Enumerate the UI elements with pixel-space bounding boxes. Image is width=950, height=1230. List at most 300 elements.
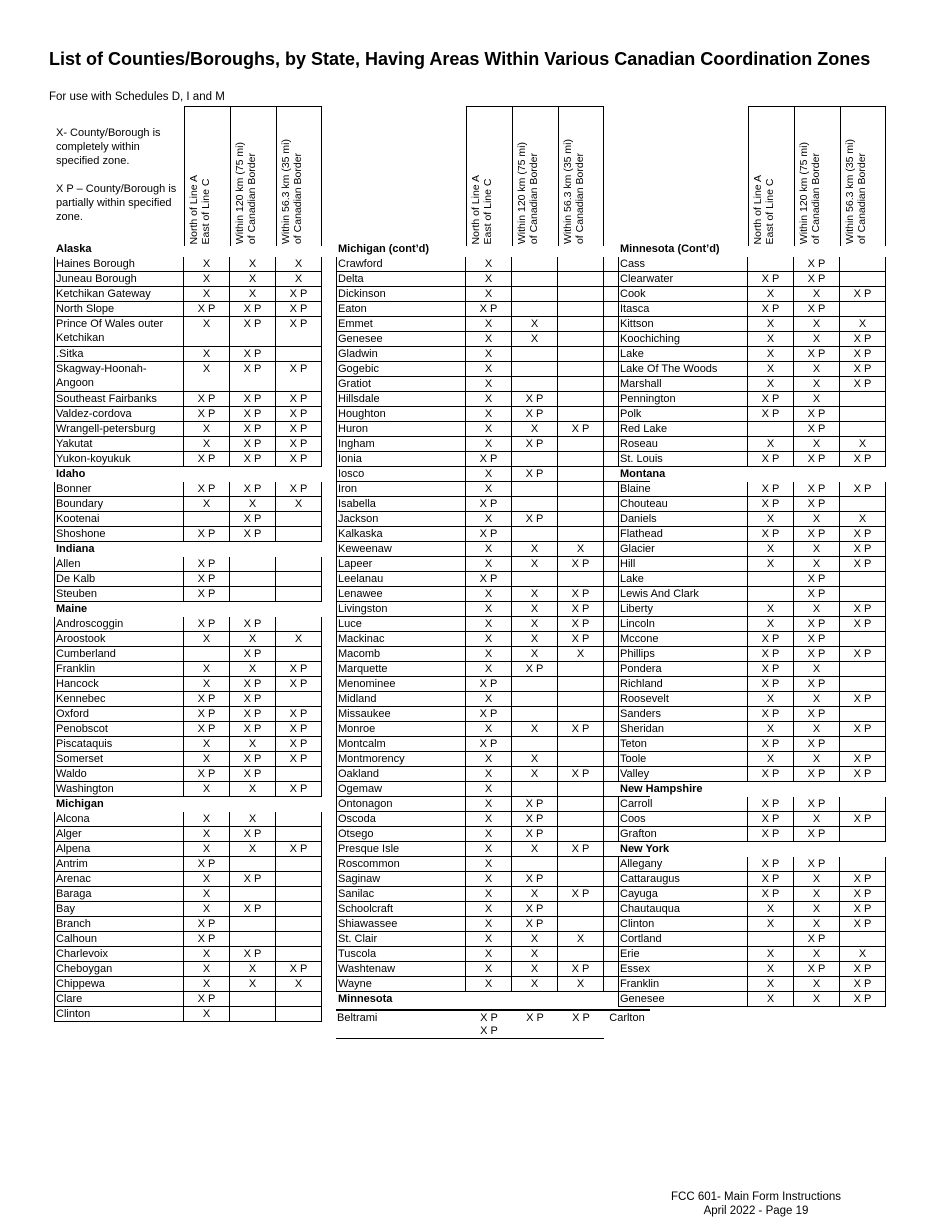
zone-within-56km — [558, 467, 604, 481]
zone-north-line-a: X — [466, 437, 512, 451]
zone-within-56km — [840, 422, 886, 436]
county-name: Ionia — [336, 452, 466, 466]
county-name: St. Clair — [336, 932, 466, 946]
zone-north-line-a: X — [466, 332, 512, 346]
zone-within-56km — [276, 872, 322, 886]
zone-within-120km — [512, 377, 558, 391]
county-name: Eaton — [336, 302, 466, 316]
zone-north-line-a: X — [466, 752, 512, 766]
county-name: Cass — [618, 257, 748, 271]
zone-north-line-a: X P — [184, 527, 230, 541]
county-name: Gladwin — [336, 347, 466, 361]
county-name: Mackinac — [336, 632, 466, 646]
zone-within-120km: X — [512, 962, 558, 976]
county-row — [336, 467, 650, 482]
county-row — [336, 752, 650, 767]
county-row — [336, 332, 650, 347]
zone-within-56km — [558, 572, 604, 586]
county-row — [54, 407, 322, 422]
county-row — [618, 752, 886, 767]
county-name: Juneau Borough — [54, 272, 184, 286]
county-name: Androscoggin — [54, 617, 184, 631]
zone-within-56km: X P — [840, 482, 886, 496]
county-name: Grafton — [618, 827, 748, 841]
county-row — [336, 377, 650, 392]
zone-within-56km: X P — [840, 542, 886, 556]
county-row — [336, 362, 650, 377]
zone-within-120km: X P — [794, 497, 840, 511]
county-name: Red Lake — [618, 422, 748, 436]
county-row — [618, 947, 886, 962]
zone-within-120km: X P — [230, 317, 276, 346]
zone-within-56km — [558, 812, 604, 826]
zone-within-56km: X P — [276, 842, 322, 856]
zone-within-120km: X P — [230, 707, 276, 721]
zone-within-120km — [230, 557, 276, 571]
zone-within-56km: X — [276, 632, 322, 646]
zone-within-120km: X P — [230, 767, 276, 781]
zone-north-line-a: X — [466, 602, 512, 616]
zone-within-120km: X — [512, 632, 558, 646]
zone-north-line-a: X — [466, 812, 512, 826]
county-name: Lake Of The Woods — [618, 362, 748, 376]
zone-within-120km: X — [512, 542, 558, 556]
county-name: Glacier — [618, 542, 748, 556]
zone-within-120km: X — [794, 992, 840, 1006]
zone-within-56km — [558, 692, 604, 706]
zone-within-56km: X P — [276, 437, 322, 451]
county-row — [618, 887, 886, 902]
zone-within-56km — [840, 497, 886, 511]
county-row — [54, 932, 322, 947]
county-row — [54, 287, 322, 302]
zone-within-56km — [276, 812, 322, 826]
zone-within-56km: X P — [840, 752, 886, 766]
zone-within-56km — [840, 392, 886, 406]
county-row — [54, 737, 322, 752]
county-name: De Kalb — [54, 572, 184, 586]
zone-north-line-a: X P — [748, 407, 794, 421]
zone-north-line-a: X — [466, 902, 512, 916]
zone-within-56km: X P — [276, 422, 322, 436]
county-name: Iron — [336, 482, 466, 496]
zone-within-120km: X P — [230, 302, 276, 316]
zone-within-120km: X P — [230, 362, 276, 391]
county-name: Sanders — [618, 707, 748, 721]
zone-within-56km: X P — [276, 392, 322, 406]
zone-within-56km — [276, 902, 322, 916]
zone-within-120km — [512, 287, 558, 301]
zone-within-56km: X P — [558, 587, 604, 601]
zone-within-120km: X P — [512, 662, 558, 676]
zone-north-line-a: X — [748, 962, 794, 976]
zone-within-120km: X P — [512, 872, 558, 886]
zone-within-56km: X P — [840, 527, 886, 541]
zone-within-56km — [276, 347, 322, 361]
zone-within-56km: X P — [840, 287, 886, 301]
county-name: Alpena — [54, 842, 184, 856]
county-row — [618, 812, 886, 827]
header-within-120km: Within 120 km (75 mi) of Canadian Border — [230, 106, 276, 246]
county-name: Franklin — [618, 977, 748, 991]
zone-within-56km — [558, 857, 604, 871]
zone-within-120km: X P — [512, 827, 558, 841]
zone-north-line-a: X P — [184, 917, 230, 931]
county-row — [336, 677, 650, 692]
zone-north-line-a: X — [184, 1007, 230, 1021]
county-row — [618, 707, 886, 722]
county-row — [336, 632, 650, 647]
zone-within-56km — [558, 662, 604, 676]
county-name: Gogebic — [336, 362, 466, 376]
county-row — [54, 392, 322, 407]
zone-within-56km: X P — [840, 992, 886, 1006]
zone-within-56km: X P — [840, 692, 886, 706]
zone-north-line-a: X — [466, 857, 512, 871]
county-row — [54, 692, 322, 707]
zone-within-120km: X P — [794, 452, 840, 466]
zone-within-56km — [558, 797, 604, 811]
state-header — [618, 467, 886, 482]
zone-within-120km: X — [512, 422, 558, 436]
county-name: Lewis And Clark — [618, 587, 748, 601]
zone-within-120km — [512, 677, 558, 691]
county-row — [336, 572, 650, 587]
county-name: Genesee — [336, 332, 466, 346]
zone-within-56km — [558, 497, 604, 511]
county-row — [618, 587, 886, 602]
zone-within-120km: X P — [512, 467, 558, 481]
county-row — [54, 482, 322, 497]
zone-north-line-a: X — [466, 977, 512, 991]
zone-within-56km: X — [840, 317, 886, 331]
zone-within-56km — [558, 707, 604, 721]
zone-within-120km — [512, 362, 558, 376]
zone-north-line-a: X P — [748, 857, 794, 871]
zone-within-56km — [840, 707, 886, 721]
zone-within-120km: X P — [794, 632, 840, 646]
zone-within-120km: X P — [794, 647, 840, 661]
zone-north-line-a: X P — [748, 737, 794, 751]
county-row — [54, 842, 322, 857]
county-row — [618, 872, 886, 887]
county-name: Monroe — [336, 722, 466, 736]
zone-within-56km — [276, 527, 322, 541]
zone-within-56km — [558, 407, 604, 421]
zone-north-line-a: X P — [466, 497, 512, 511]
zone-north-line-a: X — [466, 692, 512, 706]
zone-within-120km: X P — [794, 857, 840, 871]
zone-within-120km: X P — [512, 437, 558, 451]
state-name: Maine — [56, 603, 88, 615]
zone-within-120km — [512, 302, 558, 316]
county-name: Tuscola — [336, 947, 466, 961]
zone-within-56km: X P — [276, 662, 322, 676]
state-header — [54, 797, 322, 812]
zone-within-120km: X — [794, 752, 840, 766]
county-row — [618, 917, 886, 932]
county-name: Franklin — [54, 662, 184, 676]
zone-north-line-a: X P — [184, 767, 230, 781]
county-row — [336, 917, 650, 932]
zone-within-120km: X — [512, 842, 558, 856]
zone-within-120km: X P — [794, 347, 840, 361]
zone-within-120km — [512, 347, 558, 361]
zone-within-120km: X P — [794, 962, 840, 976]
zone-within-120km: X P — [794, 257, 840, 271]
county-table-1 — [54, 242, 322, 1022]
county-row — [336, 557, 650, 572]
zone-within-120km: X P — [230, 452, 276, 466]
zone-north-line-a: X — [466, 512, 512, 526]
county-name: Cheboygan — [54, 962, 184, 976]
county-name: Prince Of Wales outer Ketchikan — [54, 317, 184, 346]
county-table-3 — [618, 242, 886, 1007]
county-row — [336, 512, 650, 527]
county-row — [54, 647, 322, 662]
zone-north-line-a: X P — [748, 392, 794, 406]
zone-within-56km: X P — [840, 347, 886, 361]
zone-within-56km — [558, 272, 604, 286]
county-name: Liberty — [618, 602, 748, 616]
zone-within-56km — [276, 992, 322, 1006]
county-name: Ontonagon — [336, 797, 466, 811]
zone-within-120km — [512, 572, 558, 586]
county-row — [618, 737, 886, 752]
county-name: Carroll — [618, 797, 748, 811]
county-name: Livingston — [336, 602, 466, 616]
county-name: Valley — [618, 767, 748, 781]
state-name: Michigan — [56, 798, 104, 810]
county-name: Luce — [336, 617, 466, 631]
county-row — [54, 917, 322, 932]
county-row — [54, 422, 322, 437]
county-name: Baraga — [54, 887, 184, 901]
county-row — [336, 722, 650, 737]
county-row — [618, 512, 886, 527]
zone-within-56km: X P — [840, 332, 886, 346]
county-name: Sheridan — [618, 722, 748, 736]
zone-within-120km: X P — [230, 872, 276, 886]
zone-north-line-a: X P — [748, 662, 794, 676]
county-name: Hill — [618, 557, 748, 571]
zone-within-56km — [558, 752, 604, 766]
zone-north-line-a: X — [466, 542, 512, 556]
zone-north-line-a: X — [748, 617, 794, 631]
zone-within-120km — [512, 272, 558, 286]
zone-north-line-a — [184, 512, 230, 526]
state-header — [54, 602, 322, 617]
zone-within-56km: X — [840, 947, 886, 961]
zone-within-120km: X P — [794, 482, 840, 496]
county-name: Kootenai — [54, 512, 184, 526]
zone-north-line-a: X — [748, 542, 794, 556]
zone-within-120km: X — [512, 317, 558, 331]
zone-north-line-a: X — [184, 737, 230, 751]
county-name: Lapeer — [336, 557, 466, 571]
zone-north-line-a: X — [466, 587, 512, 601]
zone-within-120km: X P — [512, 902, 558, 916]
zone-within-56km: X P — [276, 452, 322, 466]
county-row — [336, 452, 650, 467]
zone-north-line-a: X — [466, 872, 512, 886]
county-name: Hillsdale — [336, 392, 466, 406]
zone-north-line-a: X — [466, 377, 512, 391]
zone-north-line-a: X P — [748, 872, 794, 886]
county-row — [336, 527, 650, 542]
zone-north-line-a: X — [184, 437, 230, 451]
zone-within-120km: X — [794, 887, 840, 901]
zone-within-56km: X P — [276, 707, 322, 721]
county-row — [618, 257, 886, 272]
zone-north-line-a: X — [184, 287, 230, 301]
state-name: Montana — [620, 468, 666, 480]
county-name: Missaukee — [336, 707, 466, 721]
county-name: North Slope — [54, 302, 184, 316]
county-name: Bonner — [54, 482, 184, 496]
zone-north-line-a: X — [748, 947, 794, 961]
zone-north-line-a — [748, 587, 794, 601]
zone-within-56km — [840, 302, 886, 316]
zone-north-line-a: X P — [184, 707, 230, 721]
zone-within-120km — [512, 257, 558, 271]
county-row — [336, 737, 650, 752]
zone-north-line-a: X P — [184, 692, 230, 706]
page-footer — [671, 1190, 841, 1218]
zone-within-120km: X P — [230, 617, 276, 631]
county-row — [54, 527, 322, 542]
county-row — [618, 977, 886, 992]
zone-within-120km: X — [512, 587, 558, 601]
county-row — [54, 977, 322, 992]
zone-within-56km: X P — [276, 317, 322, 346]
zone-within-56km: X P — [840, 872, 886, 886]
county-row — [54, 857, 322, 872]
zone-within-56km — [840, 587, 886, 601]
zone-north-line-a: X — [748, 362, 794, 376]
zone-within-120km: X P — [794, 707, 840, 721]
zone-within-56km — [558, 257, 604, 271]
zone-within-120km: X — [512, 617, 558, 631]
zone-north-line-a: X P — [184, 722, 230, 736]
header-north-line-a: North of Line A East of Line C — [184, 106, 230, 246]
county-name: Dickinson — [336, 287, 466, 301]
county-name: Montcalm — [336, 737, 466, 751]
zone-within-56km — [840, 677, 886, 691]
county-row — [336, 857, 650, 872]
zone-within-120km: X P — [230, 437, 276, 451]
county-row — [336, 902, 650, 917]
county-row — [618, 302, 886, 317]
county-row — [336, 272, 650, 287]
zone-within-120km: X — [794, 812, 840, 826]
zone-within-56km — [558, 482, 604, 496]
zone-within-56km — [558, 527, 604, 541]
zone-north-line-a: X — [466, 467, 512, 481]
page-subtitle: For use with Schedules D, I and M — [49, 91, 225, 103]
zone-north-line-a — [748, 257, 794, 271]
zone-within-56km — [840, 257, 886, 271]
county-name: Houghton — [336, 407, 466, 421]
county-name: Toole — [618, 752, 748, 766]
zone-within-120km: X P — [794, 587, 840, 601]
zone-within-56km: X P — [276, 362, 322, 391]
zone-within-56km: X P — [276, 962, 322, 976]
county-name: Marquette — [336, 662, 466, 676]
zone-north-line-a: X P — [466, 452, 512, 466]
county-row — [54, 827, 322, 842]
zone-within-120km: X — [512, 932, 558, 946]
county-name: Lake — [618, 347, 748, 361]
zone-north-line-a: X — [466, 947, 512, 961]
county-row — [336, 497, 650, 512]
county-row — [618, 617, 886, 632]
zone-within-56km: X P — [558, 887, 604, 901]
county-row — [54, 572, 322, 587]
zone-north-line-a: X — [466, 557, 512, 571]
zone-within-120km: X — [512, 767, 558, 781]
zone-north-line-a: X P — [748, 272, 794, 286]
state-name: Minnesota (Cont’d) — [620, 243, 720, 255]
county-row — [54, 722, 322, 737]
zone-north-line-a: X — [466, 392, 512, 406]
county-name: Piscataquis — [54, 737, 184, 751]
county-name: Ingham — [336, 437, 466, 451]
state-name: Idaho — [56, 468, 86, 480]
county-row — [618, 362, 886, 377]
footer-date-page: April 2022 - Page 19 — [703, 1205, 809, 1217]
zone-north-line-a: X — [466, 962, 512, 976]
county-row — [336, 962, 650, 977]
county-row — [54, 452, 322, 467]
zone-within-56km: X — [558, 977, 604, 991]
county-name: Richland — [618, 677, 748, 691]
county-name: Cook — [618, 287, 748, 301]
county-name: Pondera — [618, 662, 748, 676]
zone-within-120km: X — [512, 752, 558, 766]
zone-within-120km: X P — [512, 407, 558, 421]
county-row — [54, 782, 322, 797]
county-name: Itasca — [618, 302, 748, 316]
county-name — [336, 1024, 466, 1038]
county-name: Blaine — [618, 482, 748, 496]
county-name: Cattaraugus — [618, 872, 748, 886]
county-row — [618, 272, 886, 287]
zone-within-120km: X — [230, 737, 276, 751]
zone-within-120km: X P — [794, 617, 840, 631]
zone-within-56km: X P — [840, 977, 886, 991]
county-name: Bay — [54, 902, 184, 916]
county-row — [336, 842, 650, 857]
zone-within-120km — [230, 572, 276, 586]
zone-within-120km: X — [794, 392, 840, 406]
zone-within-56km: X — [558, 542, 604, 556]
county-name: Cayuga — [618, 887, 748, 901]
zone-within-120km: X — [512, 557, 558, 571]
zone-within-56km — [840, 572, 886, 586]
zone-north-line-a: X P — [748, 887, 794, 901]
county-name: Kalkaska — [336, 527, 466, 541]
county-name: Cortland — [618, 932, 748, 946]
zone-north-line-a: X — [184, 422, 230, 436]
zone-within-120km — [230, 887, 276, 901]
zone-within-56km — [840, 797, 886, 811]
county-row — [54, 767, 322, 782]
state-name: Alaska — [56, 243, 92, 255]
zone-within-56km — [558, 947, 604, 961]
zone-within-120km: X P — [526, 1012, 544, 1024]
zone-within-120km: X P — [512, 512, 558, 526]
